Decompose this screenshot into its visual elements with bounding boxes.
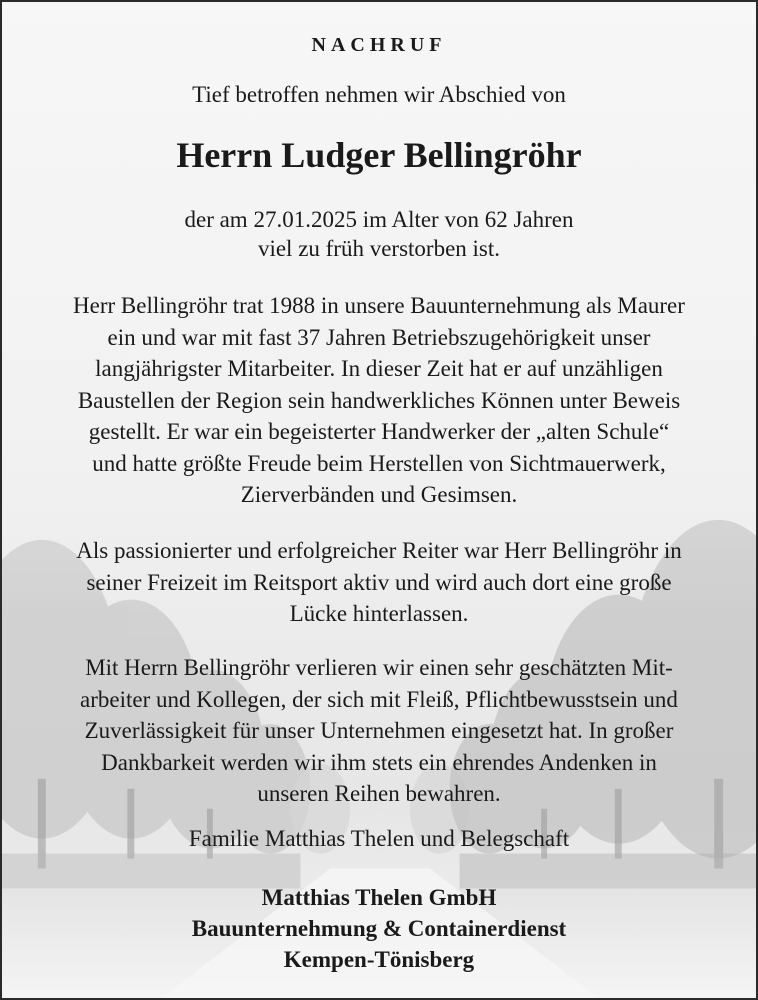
signature-line: Familie Matthias Thelen und Belegschaft bbox=[188, 826, 570, 851]
paragraph-line: Dankbarkeit werden wir ihm stets ein ehrendes Andenken in bbox=[101, 749, 657, 775]
paragraph-line: arbeiter und Kollegen, der sich mit Fleiß, Pflichtbewusstsein und bbox=[80, 686, 678, 712]
death-date-line: der am 27.01.2025 im Alter von 62 Jahren bbox=[184, 207, 574, 232]
paragraph-line: Zierverbänden und Gesimsen. bbox=[240, 482, 518, 507]
notice-heading: NACHRUF bbox=[311, 34, 447, 56]
paragraph-line: ein und war mit fast 37 Jahren Betriebszugehörigkeit unser bbox=[107, 324, 651, 350]
paragraph-line: seiner Freizeit im Reitsport aktiv und wird auch dort eine große bbox=[86, 569, 672, 595]
paragraph-line: und hatte größte Freude beim Herstellen von Sichtmauerwerk, bbox=[92, 450, 666, 476]
paragraph-line: Als passionierter und erfolgreicher Reiter war Herr Bellingröhr in bbox=[76, 538, 682, 563]
company-location: Kempen-Tönisberg bbox=[283, 947, 475, 972]
death-date-line: viel zu früh verstorben ist. bbox=[257, 236, 501, 261]
paragraph-line: langjährigster Mitarbeiter. In dieser Zeit hat er auf unzähligen bbox=[95, 356, 663, 381]
paragraph-line: Herr Bellingröhr trat 1988 in unsere Bauunternehmung als Maurer bbox=[73, 293, 685, 318]
company-business: Bauunternehmung & Containerdienst bbox=[191, 916, 567, 941]
company-name: Matthias Thelen GmbH bbox=[261, 885, 497, 910]
paragraph-line: Lücke hinterlassen. bbox=[289, 601, 469, 626]
tribute-paragraph bbox=[22, 652, 736, 810]
death-date-text bbox=[2, 205, 756, 263]
paragraph-line: Zuverlässigkeit für unser Unternehmen eingesetzt hat. In großer bbox=[84, 718, 674, 743]
paragraph-line: gestellt. Er war ein begeisterter Handwerker der „alten Schule“ bbox=[88, 419, 670, 444]
intro-line: Tief betroffen nehmen wir Abschied von bbox=[192, 82, 566, 107]
paragraph-line: Mit Herrn Bellingröhr verlieren wir einen sehr geschätzten Mit- bbox=[85, 655, 673, 680]
career-paragraph bbox=[22, 290, 736, 511]
company-block bbox=[2, 882, 756, 975]
deceased-name: Herrn Ludger Bellingröhr bbox=[176, 135, 582, 175]
paragraph-line: Baustellen der Region sein handwerkliches Können unter Beweis bbox=[77, 387, 681, 413]
paragraph-line: unseren Reihen bewahren. bbox=[257, 781, 501, 806]
hobby-paragraph bbox=[22, 535, 736, 630]
